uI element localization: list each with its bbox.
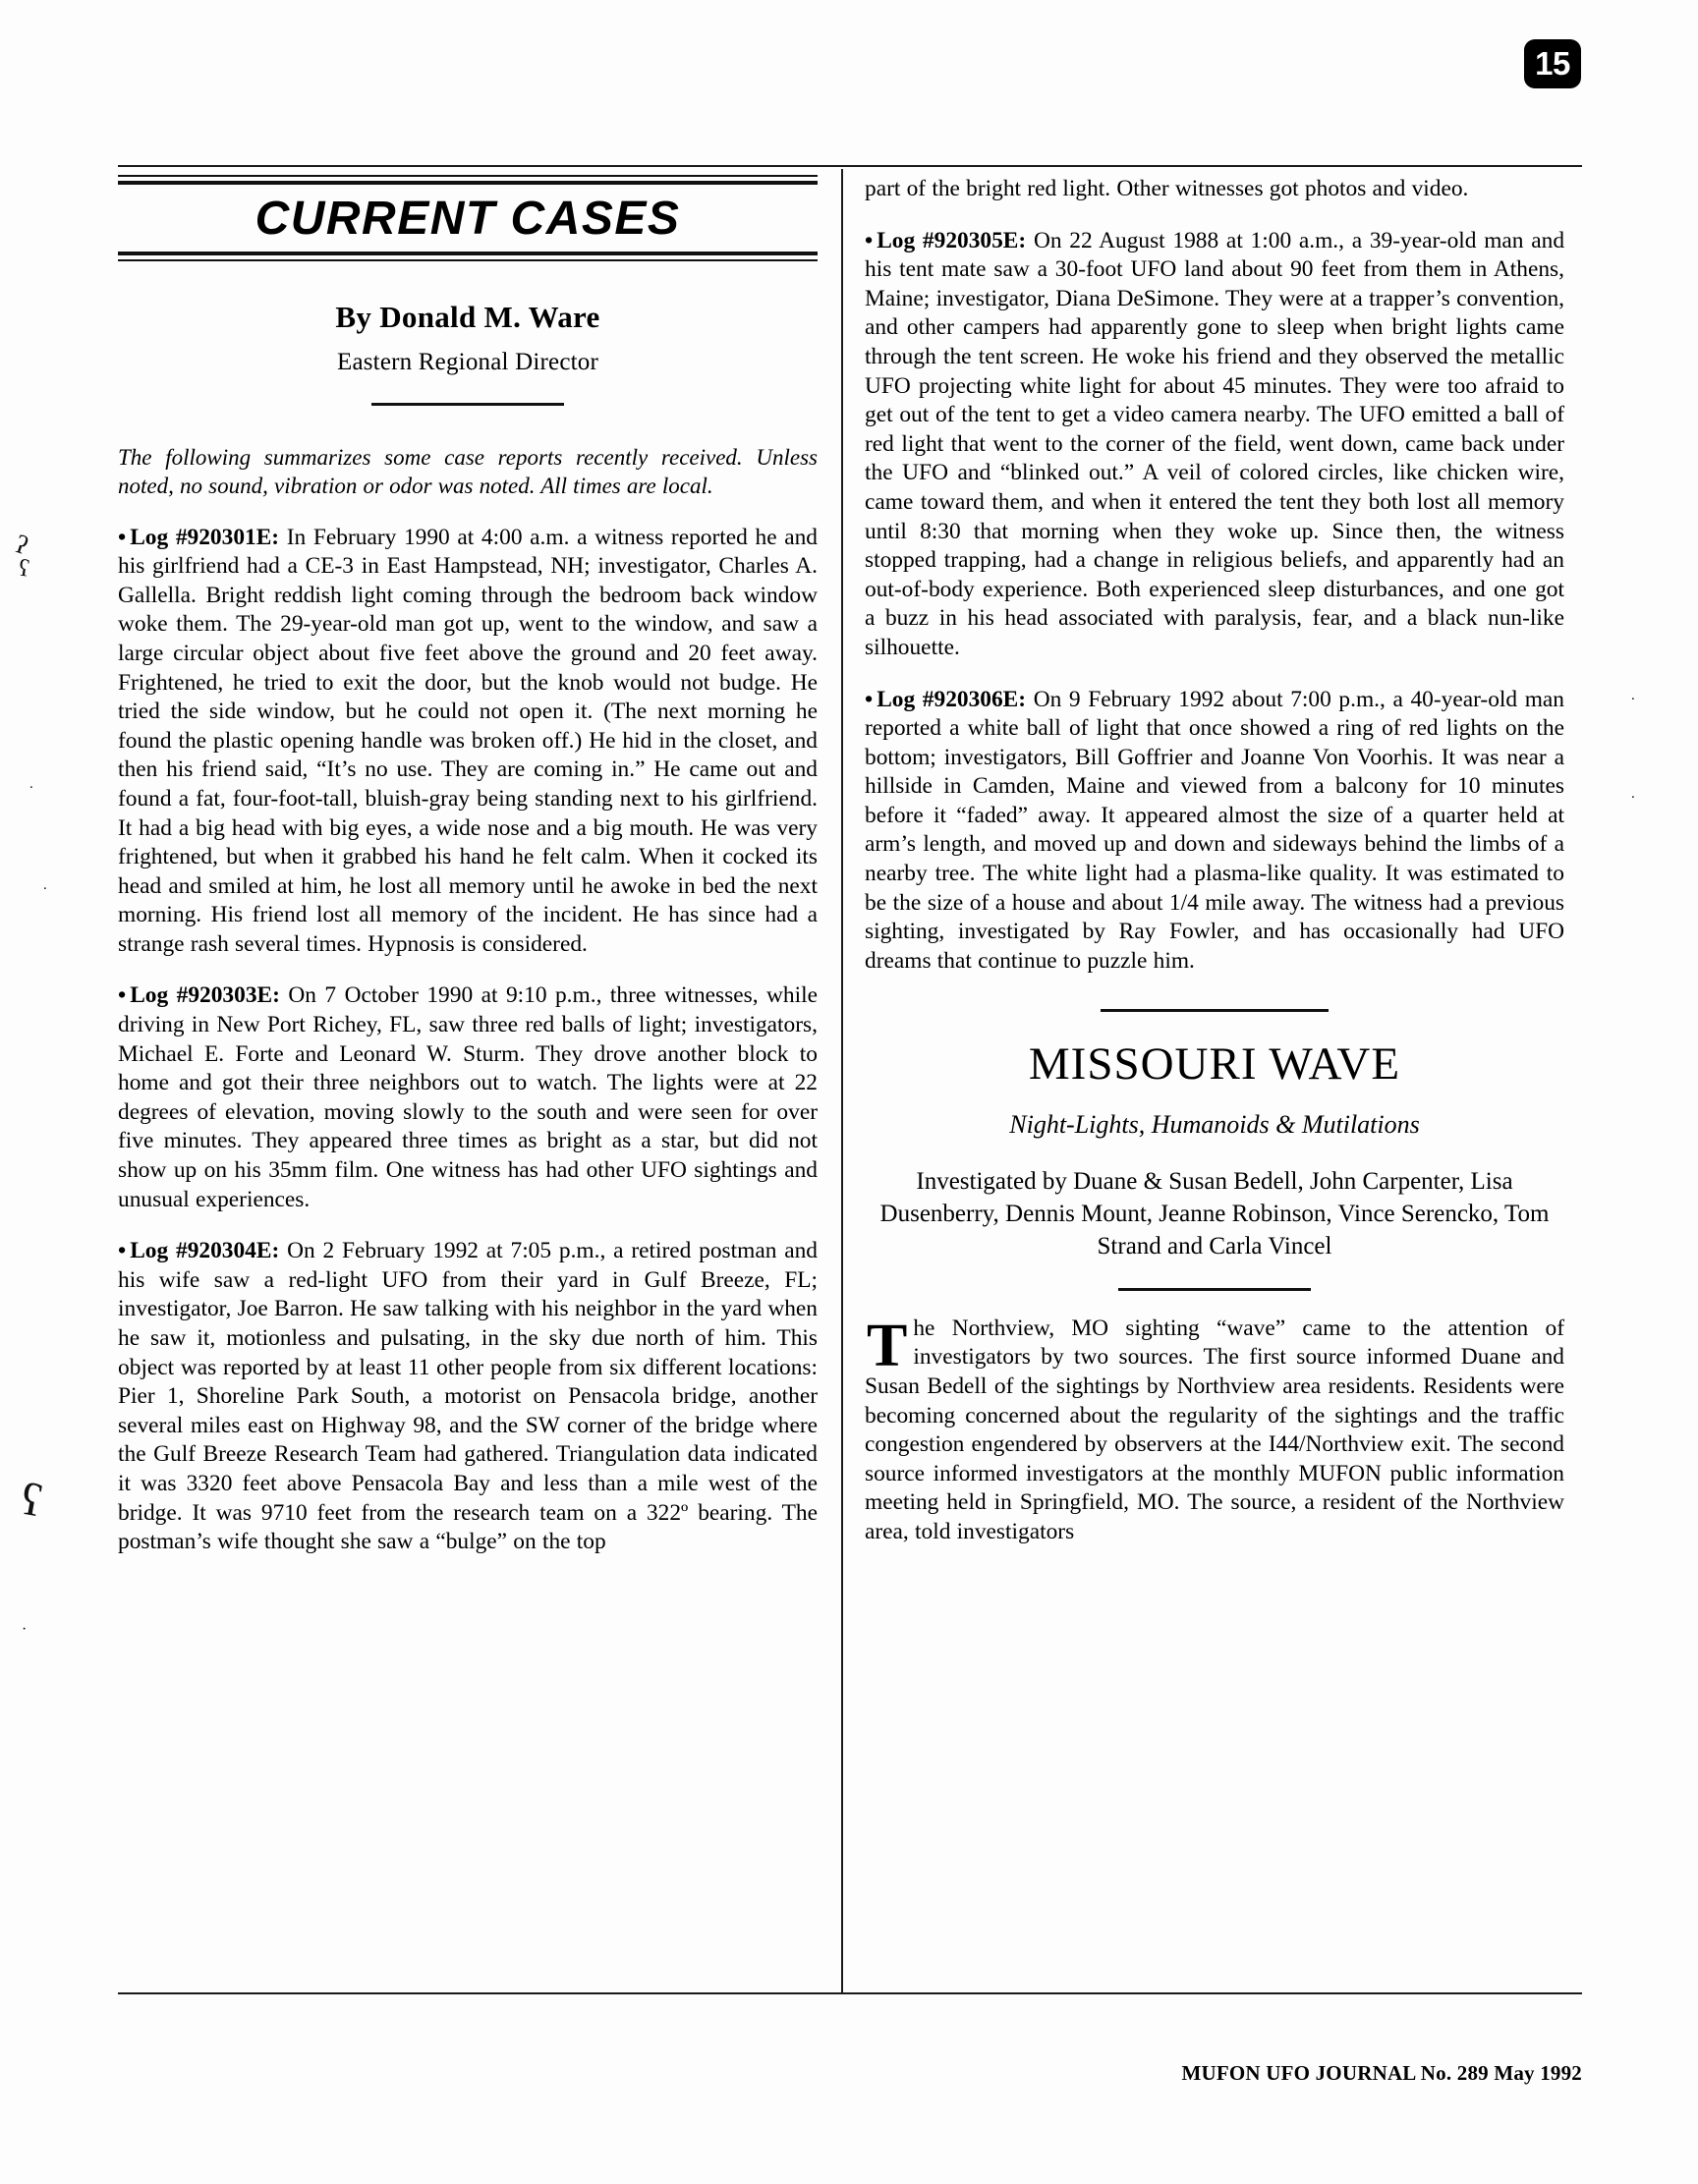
log-entry-label: Log #920304E: — [130, 1238, 280, 1264]
log-entry-920303E — [118, 981, 818, 1214]
article-byline: By Donald M. Ware — [335, 300, 600, 335]
section-divider-rule-bottom — [1118, 1288, 1311, 1291]
section-body-text: he Northview, MO sighting “wave” came to the attention of investigators by two sources. The first source informed Duane and Susan Bedell of the sightings by Northview area residents. Residents were becoming concerned about the regularity of the sightings and the traffic congestion engendered by observers at the I44/Northview exit. The second source informed investigators at the monthly MUFON public information meeting held in Springfield, MO. The source, a resident of the Northview area, told investigators — [865, 1315, 1564, 1544]
bullet-icon: • — [118, 1238, 127, 1264]
margin-mark: . — [29, 776, 33, 792]
log-entry-body: On 2 February 1992 at 7:05 p.m., a retired postman and his wife saw a red-light UFO from their yard in Gulf Breeze, FL; investigator, Joe Barron. He saw talking with his neighbor in the yard when he saw it, motionless and pulsating, in the sky due north of him. This object was reported by at least 11 other people from six different locations: Pier 1, Shoreline Park South, a motorist on Pensacola bridge, another several miles east on Highway 98, and the SW corner of the bridge where the Gulf Breeze Research Team had gathered. Triangulation data indicated it was 3320 feet above Pensacola Bay and less than a mile west of the bridge. It was 9710 feet from the research team on a 322º bearing. The postman’s wife thought she saw a “bulge” on the top — [118, 1238, 818, 1555]
margin-mark: ʕ — [17, 555, 31, 583]
log-entry-body: On 9 February 1992 about 7:00 p.m., a 40-year-old man reported a white ball of light that once showed a ring of red lights on the bottom; investigators, Bill Goffrier and Joanne Von Voorhis. It was near a hillside in Camden, Maine and viewed from a balcony for 10 minutes before it “faded” away. It appeared almost the size of a quarter held at arm’s length, and moved up and down and sideways behind the limbs of a nearby tree. The white light had a plasma-like quality. It was estimated to be the size of a house and about 1/4 mile away. The witness had a previous sighting, investigated by Ray Fowler, and has occasionally had UFO dreams that continue to puzzle him. — [865, 686, 1564, 974]
section-title: MISSOURI WAVE — [1028, 1038, 1401, 1091]
log-entry-body: On 22 August 1988 at 1:00 a.m., a 39-year-old man and his tent mate saw a 30-foot UFO land about 90 feet from them in Athens, Maine; investigator, Diana DeSimone. They were at a trapper’s convention, and other campers had apparently gone to sleep when bright lights came through the tent screen. He woke his friend and they observed the metallic UFO projecting white light for about 45 minutes. They were too afraid to get out of the tent to get a video camera nearby. The UFO emitted a ball of red light that went to the corner of the field, went down, came back under the UFO and “blinked out.” A veil of colored circles, like chicken wire, came toward them, and when it entered the tent they both lost all memory until 8:30 that morning when they woke up. Since then, the witness stopped trapping, had a change in religious beliefs, and apparently had an out-of-body experience. Both experienced sleep disturbances, and one got a buzz in his head associated with paralysis, fear, and a black nun-like silhouette. — [865, 227, 1565, 660]
left-column — [118, 175, 818, 1557]
log-entry-label: Log #920303E: — [130, 982, 280, 1009]
bullet-icon: • — [118, 982, 127, 1009]
section-divider-rule-top — [1101, 1009, 1329, 1012]
top-horizontal-rule — [118, 165, 1582, 167]
section-body-paragraph — [865, 1312, 1564, 1547]
drop-cap: T — [867, 1312, 908, 1379]
page-footer: MUFON UFO JOURNAL No. 289 May 1992 — [1181, 2061, 1582, 2085]
margin-mark: · — [22, 1621, 28, 1638]
article-title: CURRENT CASES — [255, 193, 681, 245]
masthead — [118, 175, 818, 261]
bullet-icon: • — [865, 227, 874, 253]
author-role: Eastern Regional Director — [336, 348, 598, 375]
intro-paragraph: The following summarizes some case reports recently received. Unless noted, no sound, vibration or odor was noted. All times are local. — [118, 444, 818, 499]
byline-divider-rule — [371, 403, 564, 406]
page-number-badge: 15 — [1524, 39, 1581, 88]
section-credits: Investigated by Duane & Susan Bedell, John Carpenter, Lisa Dusenberry, Dennis Mount, Jeanne Robinson, Vince Serencko, Tom Strand and Carla Vincel — [879, 1167, 1550, 1260]
section-subtitle: Night-Lights, Humanoids & Mutilations — [1009, 1110, 1420, 1140]
log-entry-920306E — [865, 686, 1564, 977]
bottom-horizontal-rule — [118, 1992, 1582, 1994]
log-entry-920305E — [865, 227, 1564, 663]
log-entry-label: Log #920305E: — [877, 227, 1027, 253]
bullet-icon: • — [118, 524, 127, 550]
log-entry-label: Log #920301E: — [130, 524, 280, 550]
margin-mark: ʔ — [11, 529, 31, 561]
log-entry-920304E — [118, 1237, 818, 1557]
margin-mark: . — [1631, 688, 1635, 703]
log-entry-label: Log #920306E: — [877, 686, 1027, 712]
continuation-paragraph: part of the bright red light. Other witnesses got photos and video. — [865, 176, 1469, 201]
column-divider-rule — [841, 169, 843, 1992]
bullet-icon: • — [865, 686, 874, 712]
margin-mark: ʕ — [17, 1473, 46, 1527]
right-column — [865, 175, 1564, 1569]
log-entry-920301E — [118, 524, 818, 960]
log-entry-body: In February 1990 at 4:00 a.m. a witness reported he and his girlfriend had a CE-3 in East Hampstead, NH; investigator, Charles A. Gallella. Bright reddish light coming through the bedroom back window woke them. The 29-year-old man got up, went to the window, and saw a large circular object about five feet above the ground and 20 feet away. Frightened, he tried to exit the door, but the knob would not budge. He tried the side window, but he could not open it. (The next morning he found the plastic opening handle was broken off.) He hid in the closet, and then his friend said, “It’s no use. They are coming in.” He came out and found a fat, four-foot-tall, bluish-gray being standing next to his girlfriend. It had a big head with big eyes, a wide nose and a big mouth. He was very frightened, but when it grabbed his hand he felt calm. When it cocked its head and smiled at him, he lost all memory until he awoke in bed the next morning. His friend lost all memory of the incident. He has since had a strange rash several times. Hypnosis is considered. — [118, 524, 819, 957]
masthead-rule-bottom-thin — [118, 259, 818, 261]
margin-mark: . — [43, 877, 47, 893]
log-entry-body: On 7 October 1990 at 9:10 p.m., three witnesses, while driving in New Port Richey, FL, saw three red balls of light; investigators, Michael E. Forte and Leonard W. Sturm. They drove another block to home and got their three neighbors out to watch. The lights were at 22 degrees of elevation, moving slowly to the south and were seen for over five minutes. They appeared three times as bright as a star, but did not show up on his 35mm film. One witness has had other UFO sightings and unusual experiences. — [118, 982, 818, 1212]
margin-mark: . — [1631, 786, 1635, 802]
